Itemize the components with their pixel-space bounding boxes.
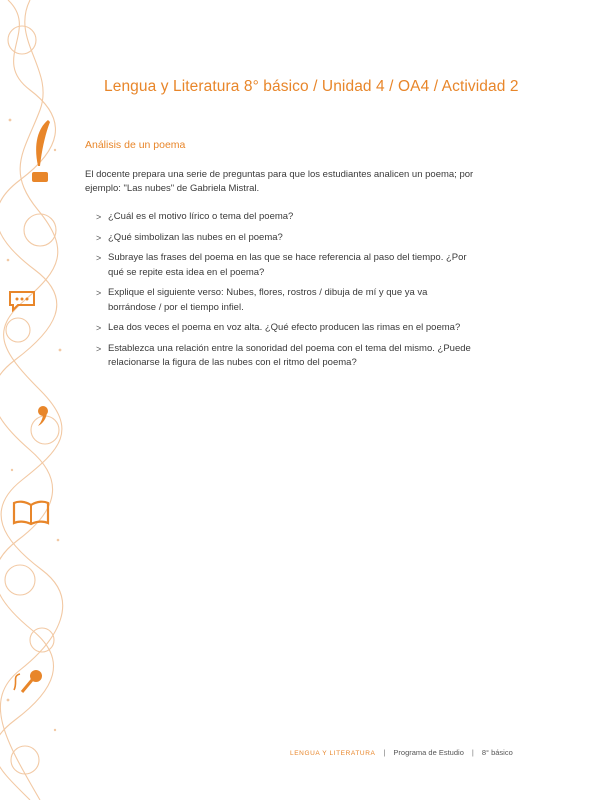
question-text: Establezca una relación entre la sonoridad del poema con el tema del mismo. ¿Puede relacionarse la figura de las nubes con el ritmo del poema? [108,342,471,368]
footer-subject: LENGUA Y LITERATURA [290,750,376,757]
intro-paragraph: El docente prepara una serie de preguntas para que los estudiantes analicen un poema; por ejemplo: "Las nubes" de Gabriela Mistral. [85,169,474,194]
chevron-right-icon: > [96,253,102,263]
footer-grade: 8° básico [481,748,513,757]
speech-bubble-icon [8,290,36,312]
microphone-icon [10,668,44,696]
page-title: Lengua y Literatura 8° básico / Unidad 4 / OA4 / Actividad 2 [104,78,519,95]
section-subtitle: Análisis de un poema [85,139,186,151]
question-text: Explique el siguiente verso: Nubes, flores, rostros / dibuja de mí y que ya va borrándose / por el tiempo infiel. [108,287,428,313]
list-item [96,286,476,315]
question-text: Subraye las frases del poema en las que se hace referencia al paso del tiempo. ¿Por qué se repite esta idea en el poema? [108,252,467,278]
footer-program: Programa de Estudio [393,748,464,757]
footer-separator: | [471,748,474,757]
feather-pen-icon [28,118,54,188]
comma-icon [36,405,50,427]
footer-separator: | [383,748,386,757]
open-book-icon [12,500,50,526]
chevron-right-icon: > [96,288,102,298]
list-item [96,210,476,225]
chevron-right-icon: > [96,323,102,333]
question-text: Lea dos veces el poema en voz alta. ¿Qué efecto producen las rimas en el poema? [108,322,461,333]
chevron-right-icon: > [96,212,102,222]
chevron-right-icon: > [96,343,102,354]
question-text: ¿Cuál es el motivo lírico o tema del poema? [108,211,294,222]
question-text: ¿Qué simbolizan las nubes en el poema? [108,231,283,243]
question-list [96,210,476,377]
list-item [96,231,476,246]
list-item [96,342,476,371]
page-footer [290,748,590,757]
list-item [96,251,476,280]
list-item [96,321,476,336]
chevron-right-icon: > [96,232,102,243]
